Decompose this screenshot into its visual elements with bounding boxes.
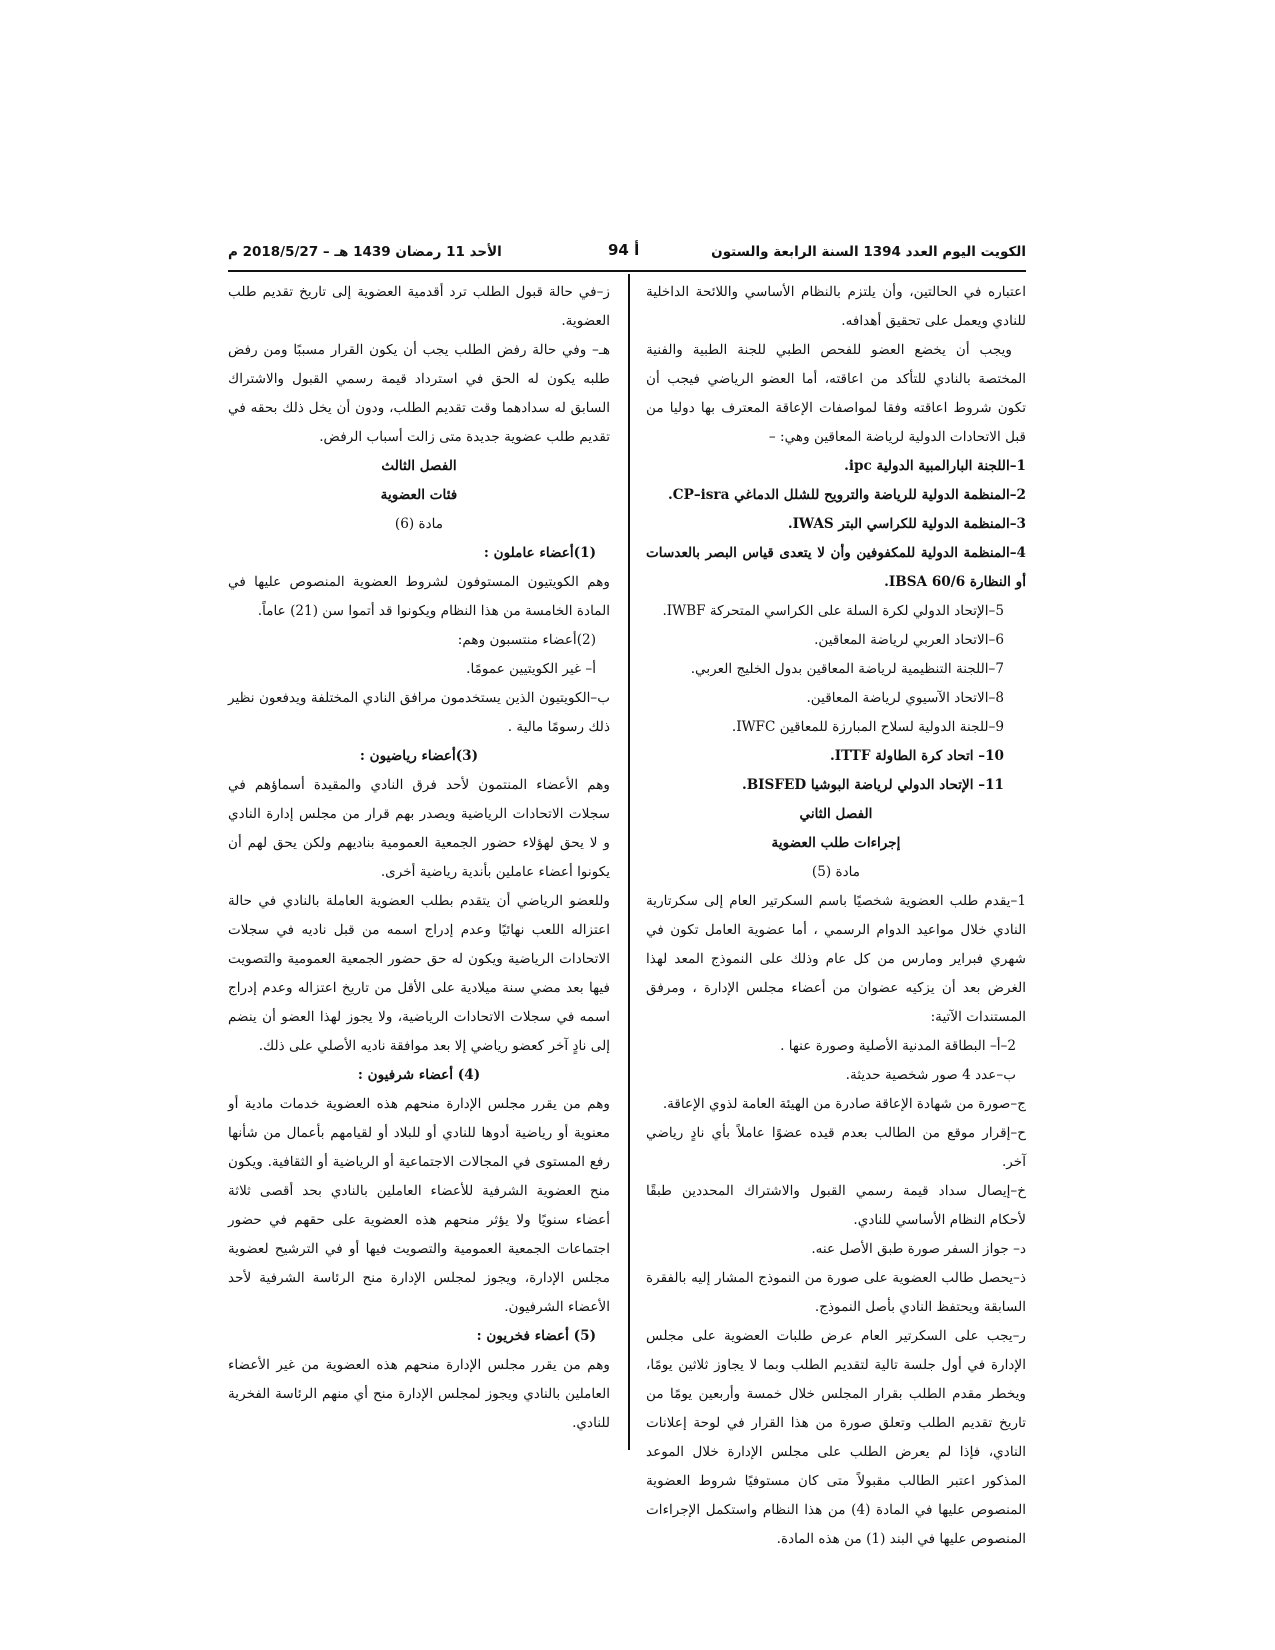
list-item: 9–للجنة الدولية لسلاح المبارزة للمعاقين IWFC.: [731, 719, 1004, 735]
list-item: ج–صورة من شهادة الإعاقة صادرة من الهيئة العامة لذوي الإعاقة.: [662, 1096, 1026, 1112]
list-item: 8–الاتحاد الآسيوي لرياضة المعاقين.: [806, 690, 1004, 706]
list-item: ذ–يحصل طالب العضوية على صورة من النموذج المشار إليه بالفقرة السابقة ويحتفظ النادي بأصل النموذج.: [646, 1270, 1026, 1315]
chapter-heading: الفصل الثالث: [381, 458, 457, 474]
list-item: 2–أ– البطاقة المدنية الأصلية وصورة عنها .: [780, 1038, 1016, 1054]
paragraph: هـ– وفي حالة رفض الطلب يجب أن يكون القرار مسببًا ومن رفض طلبه يكون له الحق في استرداد قيمة رسمي القبول والاشتراك السابق له سدادهما وقت تقديم الطلب، ودون أن يخل ذلك بحقه في تقديم طلب عضوية جديدة متى زالت أسباب الرفض.: [228, 342, 610, 445]
article-heading: مادة (5): [811, 864, 861, 880]
article-heading: مادة (6): [394, 516, 444, 532]
chapter-title: فئات العضوية: [380, 487, 458, 503]
paragraph: وهم الكويتيون المستوفون لشروط العضوية المنصوص عليها في المادة الخامسة من هذا النظام ويكونوا قد أتموا سن (21) عاماً.: [228, 574, 610, 619]
paragraph: ز–في حالة قبول الطلب ترد أقدمية العضوية إلى تاريخ تقديم طلب العضوية.: [228, 284, 610, 329]
chapter-heading: الفصل الثاني: [799, 806, 873, 822]
paragraph: اعتباره في الحالتين، وأن يلتزم بالنظام الأساسي واللائحة الداخلية للنادي ويعمل على تحقيق أهدافه.: [646, 284, 1026, 329]
list-item: ب–عدد 4 صور شخصية حديثة.: [845, 1067, 1016, 1083]
paragraph: وهم من يقرر مجلس الإدارة منحهم هذه العضوية خدمات مادية أو معنوية أو رياضية أدوها للنادي أو للبلاد أو لقيامهم بأعمال من شأنها رفع المستوى في المجالات الاجتماعية أو الرياضية أو الثقافية. ويكون منح العضوية الشرفية للأعضاء العاملين بالنادي بحد أقصى ثلاثة أعضاء سنويًا ولا يؤثر منحهم هذه العضوية على حقهم في حضور اجتماعات الجمعية العمومية والتصويت فيها أو في الترشيح لعضوية مجلس الإدارة، ويجوز لمجلس الإدارة منح الرئاسة الشرفية لأحد الأعضاء الشرفيون.: [228, 1096, 610, 1315]
paragraph: 1–يقدم طلب العضوية شخصيًا باسم السكرتير العام إلى سكرتارية النادي خلال مواعيد الدوام الرسمي ، أما عضوية العامل تكون في شهري فبراير ومارس من كل عام وذلك على النموذج المعد لهذا الغرض بعد أن يزكيه عضوان من أعضاء مجلس الإدارة ، ومرفق المستندات الآتية:: [646, 893, 1026, 1025]
column-divider: [628, 274, 630, 1450]
paragraph: وهم من يقرر مجلس الإدارة منحهم هذه العضوية من غير الأعضاء العاملين بالنادي ويجوز لمجلس الإدارة منح أي منهم الرئاسة الفخرية للنادي.: [228, 1357, 610, 1431]
header-rule: [228, 270, 1026, 272]
list-item: 3–المنظمة الدولية للكراسي البتر IWAS.: [787, 516, 1026, 532]
list-item: 2–المنظمة الدولية للرياضة والترويح للشلل الدماغي CP–isra.: [668, 487, 1026, 503]
paragraph: ر–يجب على السكرتير العام عرض طلبات العضوية على مجلس الإدارة في أول جلسة تالية لتقديم الطلب وبما لا يجاوز ثلاثين يومًا، ويخطر مقدم الطلب بقرار المجلس خلال خمسة وأربعين يومًا من تاريخ تقديم الطلب وتعلق صورة من هذا القرار في لوحة إعلانات النادي، فإذا لم يعرض الطلب على مجلس الإدارة خلال الموعد المذكور اعتبر الطالب مقبولاً متى كان مستوفيًا شروط العضوية المنصوص عليها في المادة (4) من هذا النظام واستكمل الإجراءات المنصوص عليها في البند (1) من هذه المادة.: [646, 1328, 1026, 1547]
list-item: 1–اللجنة البارالمبية الدولية ipc.: [844, 458, 1026, 474]
list-item: ح–إقرار موقع من الطالب بعدم قيده عضوًا عاملاً بأي نادٍ رياضي آخر.: [646, 1125, 1026, 1170]
section-heading: (3)أعضاء رياضيون :: [359, 748, 479, 764]
section-heading: (1)أعضاء عاملون :: [483, 545, 596, 561]
chapter-title: إجراءات طلب العضوية: [771, 835, 901, 851]
section-heading: (2)أعضاء منتسبون وهم:: [457, 632, 596, 648]
issue-date: الأحد 11 رمضان 1439 هـ – 2018/5/27 م: [228, 244, 502, 260]
left-column: [228, 278, 610, 1438]
paragraph: وللعضو الرياضي أن يتقدم بطلب العضوية العاملة بالنادي في حالة اعتزاله اللعب نهائيًا وعدم إدراج اسمه من قبل ناديه في سجلات الاتحادات الرياضية ويكون له حق حضور الجمعية العمومية والتصويت فيها بعد مضي سنة ميلادية على الأقل من تاريخ اعتزاله وعدم إدراج اسمه في سجلات الاتحادات الرياضية، ولا يجوز لهذا العضو أن ينضم إلى نادٍ آخر كعضو رياضي إلا بعد موافقة ناديه الأصلي على ذلك.: [228, 893, 610, 1054]
section-heading: (5) أعضاء فخريون :: [476, 1328, 596, 1344]
list-item: ب–الكويتيون الذين يستخدمون مرافق النادي المختلفة ويدفعون نظير ذلك رسومًا مالية .: [228, 690, 610, 735]
list-item: 4–المنظمة الدولية للمكفوفين وأن لا يتعدى قياس البصر بالعدسات أو النظارة IBSA 60/6.: [646, 545, 1026, 590]
list-item: 7–اللجنة التنظيمية لرياضة المعاقين بدول الخليج العربي.: [690, 661, 1004, 677]
right-column: [646, 278, 1026, 1554]
page-number: أ 94: [608, 241, 640, 259]
list-item: 11– الإتحاد الدولي لرياضة البوشيا BISFED.: [741, 777, 1004, 793]
list-item: د– جواز السفر صورة طبق الأصل عنه.: [811, 1241, 1026, 1257]
list-item: 5–الإتحاد الدولي لكرة السلة على الكراسي المتحركة IWBF.: [662, 603, 1004, 619]
list-item: 6–الاتحاد العربي لرياضة المعاقين.: [814, 632, 1004, 648]
list-item: 10– اتحاد كرة الطاولة ITTF.: [830, 748, 1004, 764]
section-heading: (4) أعضاء شرفيون :: [357, 1067, 481, 1083]
list-item: أ– غير الكويتيين عمومًا.: [466, 661, 596, 677]
publication-info: الكويت اليوم العدد 1394 السنة الرابعة والستون: [711, 244, 1026, 260]
paragraph: ويجب أن يخضع العضو للفحص الطبي للجنة الطبية والفنية المختصة بالنادي للتأكد من اعاقته، أما العضو الرياضي فيجب أن تكون شروط اعاقته وفقا لمواصفات الإعاقة المعترف بها دوليا من قبل الاتحادات الدولية لرياضة المعاقين وهي: –: [646, 342, 1026, 445]
page-header: [228, 240, 1026, 266]
list-item: خ–إيصال سداد قيمة رسمي القبول والاشتراك المحددين طبقًا لأحكام النظام الأساسي للنادي.: [646, 1183, 1026, 1228]
paragraph: وهم الأعضاء المنتمون لأحد فرق النادي والمقيدة أسماؤهم في سجلات الاتحادات الرياضية ويصدر بهم قرار من مجلس إدارة النادي و لا يحق لهؤلاء حضور الجمعية العمومية بناديهم ولكن يحق لهم أن يكونوا أعضاء عاملين بأندية رياضية أخرى.: [228, 777, 610, 880]
